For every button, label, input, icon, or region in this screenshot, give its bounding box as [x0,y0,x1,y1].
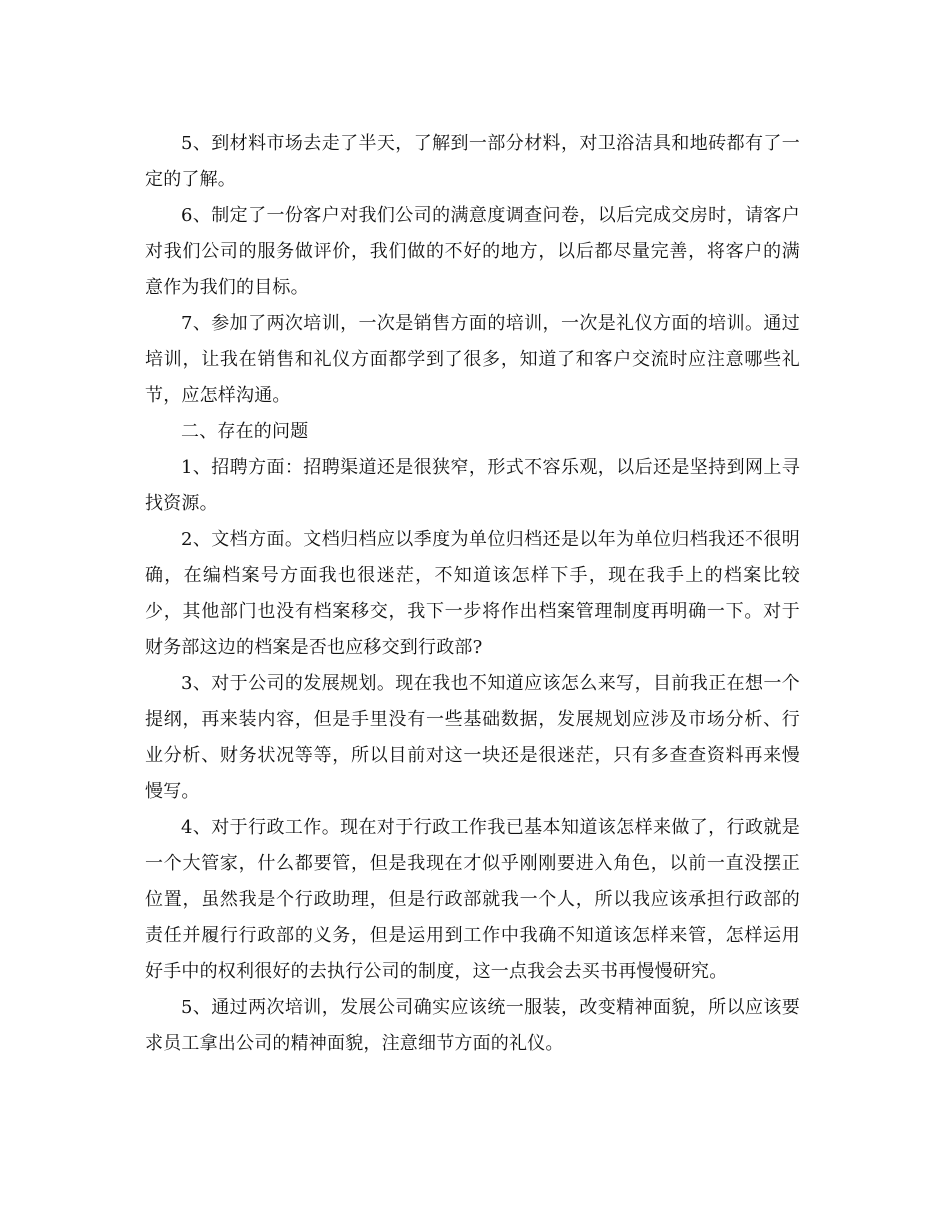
paragraph-item-7-training: 7、参加了两次培训，一次是销售方面的培训，一次是礼仪方面的培训。通过培训，让我在销售和礼仪方面都学到了很多，知道了和客户交流时应注意哪些礼节，应怎样沟通。 [145,313,800,406]
paragraph-problem-4-administration: 4、对于行政工作。现在对于行政工作我已基本知道该怎样来做了，行政就是一个大管家，什么都要管，但是我现在才似乎刚刚要进入角色，以前一直没摆正位置，虽然我是个行政助理，但是行政部就我一个人，所以我应该承担行政部的责任并履行行政部的义务，但是运用到工作中我确不知道该怎样来管，怎样运用好手中的权利很好的去执行公司的制度，这一点我会去买书再慢慢研究。 [145,817,800,982]
document-body [145,126,800,1062]
paragraph-item-6-survey: 6、制定了一份客户对我们公司的满意度调查问卷，以后完成交房时，请客户对我们公司的服务做评价，我们做的不好的地方，以后都尽量完善，将客户的满意作为我们的目标。 [145,205,800,298]
paragraph-problem-2-documents: 2、文档方面。文档归档应以季度为单位归档还是以年为单位归档我还不很明确，在编档案号方面我也很迷茫，不知道该怎样下手，现在我手上的档案比较少，其他部门也没有档案移交，我下一步将作出档案管理制度再明确一下。对于财务部这边的档案是否也应移交到行政部? [145,529,800,658]
paragraph-problem-1-recruiting: 1、招聘方面：招聘渠道还是很狭窄，形式不容乐观，以后还是坚持到网上寻找资源。 [145,457,800,514]
paragraph-item-5-materials: 5、到材料市场去走了半天，了解到一部分材料，对卫浴洁具和地砖都有了一定的了解。 [145,133,800,190]
section-heading-problems: 二、存在的问题 [181,421,309,442]
paragraph-problem-3-planning: 3、对于公司的发展规划。现在我也不知道应该怎么来写，目前我正在想一个提纲，再来装内容，但是手里没有一些基础数据，发展规划应涉及市场分析、行业分析、财务状况等等，所以目前对这一块还是很迷茫，只有多查查资料再来慢慢写。 [145,673,800,802]
paragraph-problem-5-uniform: 5、通过两次培训，发展公司确实应该统一服装，改变精神面貌，所以应该要求员工拿出公司的精神面貌，注意细节方面的礼仪。 [145,997,800,1054]
